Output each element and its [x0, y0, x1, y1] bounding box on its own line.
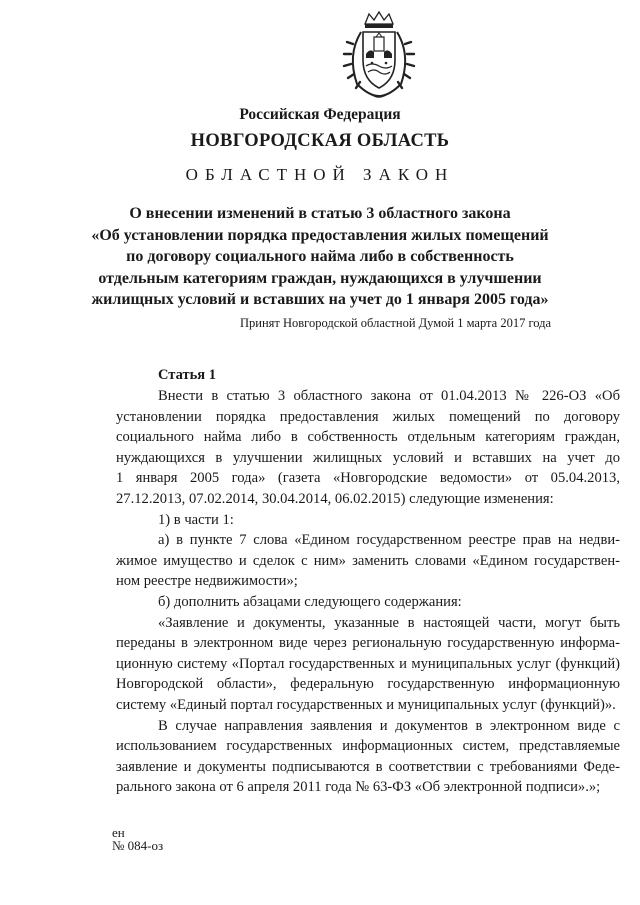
title-line: жилищных условий и вставших на учет до 1 января 2005 года»	[91, 291, 549, 308]
article-heading: Статья 1	[158, 367, 216, 383]
country-name: Российская Федерация	[239, 106, 401, 123]
article-line: установлении порядка предоставления жилых помещений по договору	[116, 408, 620, 425]
title-line: О внесении изменений в статью 3 областного закона	[129, 205, 511, 222]
title-line: «Об установлении порядка предоставления жилых помещений	[91, 226, 549, 244]
article-line: заявление и документы подписываются в соответствии с требованиями Феде-	[116, 758, 620, 775]
article-line: ном реестре недвижимости»;	[116, 573, 298, 590]
article-line: переданы в электронном виде через региональную государственную информа-	[116, 635, 620, 652]
article-line: использованием государственных информационных систем, представляемые	[116, 738, 620, 755]
title-line: по договору социального найма либо в собственность	[126, 248, 514, 265]
article-line: жимое имущество и сделок с ним» заменить словами «Едином государствен-	[116, 552, 620, 569]
article-line: ционную систему «Портал государственных и муниципальных услуг (функций)	[116, 655, 620, 672]
article-line: социального найма либо в собственность отдельным категориям граждан,	[116, 429, 620, 446]
article-line: нуждающихся в улучшении жилищных условий и вставших на учет до	[116, 449, 620, 466]
adoption-text: Принят Новгородской областной Думой 1 марта 2017 года	[240, 316, 552, 330]
document-footer	[112, 826, 163, 852]
article-line: 1) в части 1:	[158, 511, 234, 528]
article-line: В случае направления заявления и документов в электронном виде с	[158, 717, 620, 734]
article-line: Внести в статью 3 областного закона от 01.04.2013 № 226-ОЗ «Об	[158, 388, 620, 404]
article-line: 1 января 2005 года» (газета «Новгородские ведомости» от 05.04.2013,	[116, 470, 620, 487]
article-line: б) дополнить абзацами следующего содержания:	[158, 593, 462, 610]
law-type: ОБЛАСТНОЙ ЗАКОН	[185, 165, 455, 184]
article-line: систему «Единый портал государственных и муниципальных услуг (функций)».	[116, 696, 616, 713]
article-line: «Заявление и документы, указанные в настоящей части, могут быть	[158, 614, 620, 631]
title-line: отдельным категориям граждан, нуждающихся в улучшении	[98, 269, 542, 287]
article-line: а) в пункте 7 слова «Едином государственном реестре прав на недви-	[158, 532, 620, 549]
article-line: рального закона от 6 апреля 2011 года № 63-ФЗ «Об электронной подписи».»;	[116, 779, 601, 796]
region-name: НОВГОРОДСКАЯ ОБЛАСТЬ	[190, 131, 450, 151]
adoption-note	[0, 316, 640, 331]
article-line: 27.12.2013, 07.02.2014, 30.04.2014, 06.02.2015) следующие изменения:	[116, 490, 554, 507]
law-title	[0, 203, 640, 311]
article-line: Новгородской области», федеральную государственную информационную	[116, 676, 620, 693]
footer-number: № 084-оз	[112, 838, 164, 853]
article-body	[116, 386, 620, 798]
footer-initials: ен	[112, 825, 125, 840]
coat-of-arms-emblem	[341, 10, 417, 100]
